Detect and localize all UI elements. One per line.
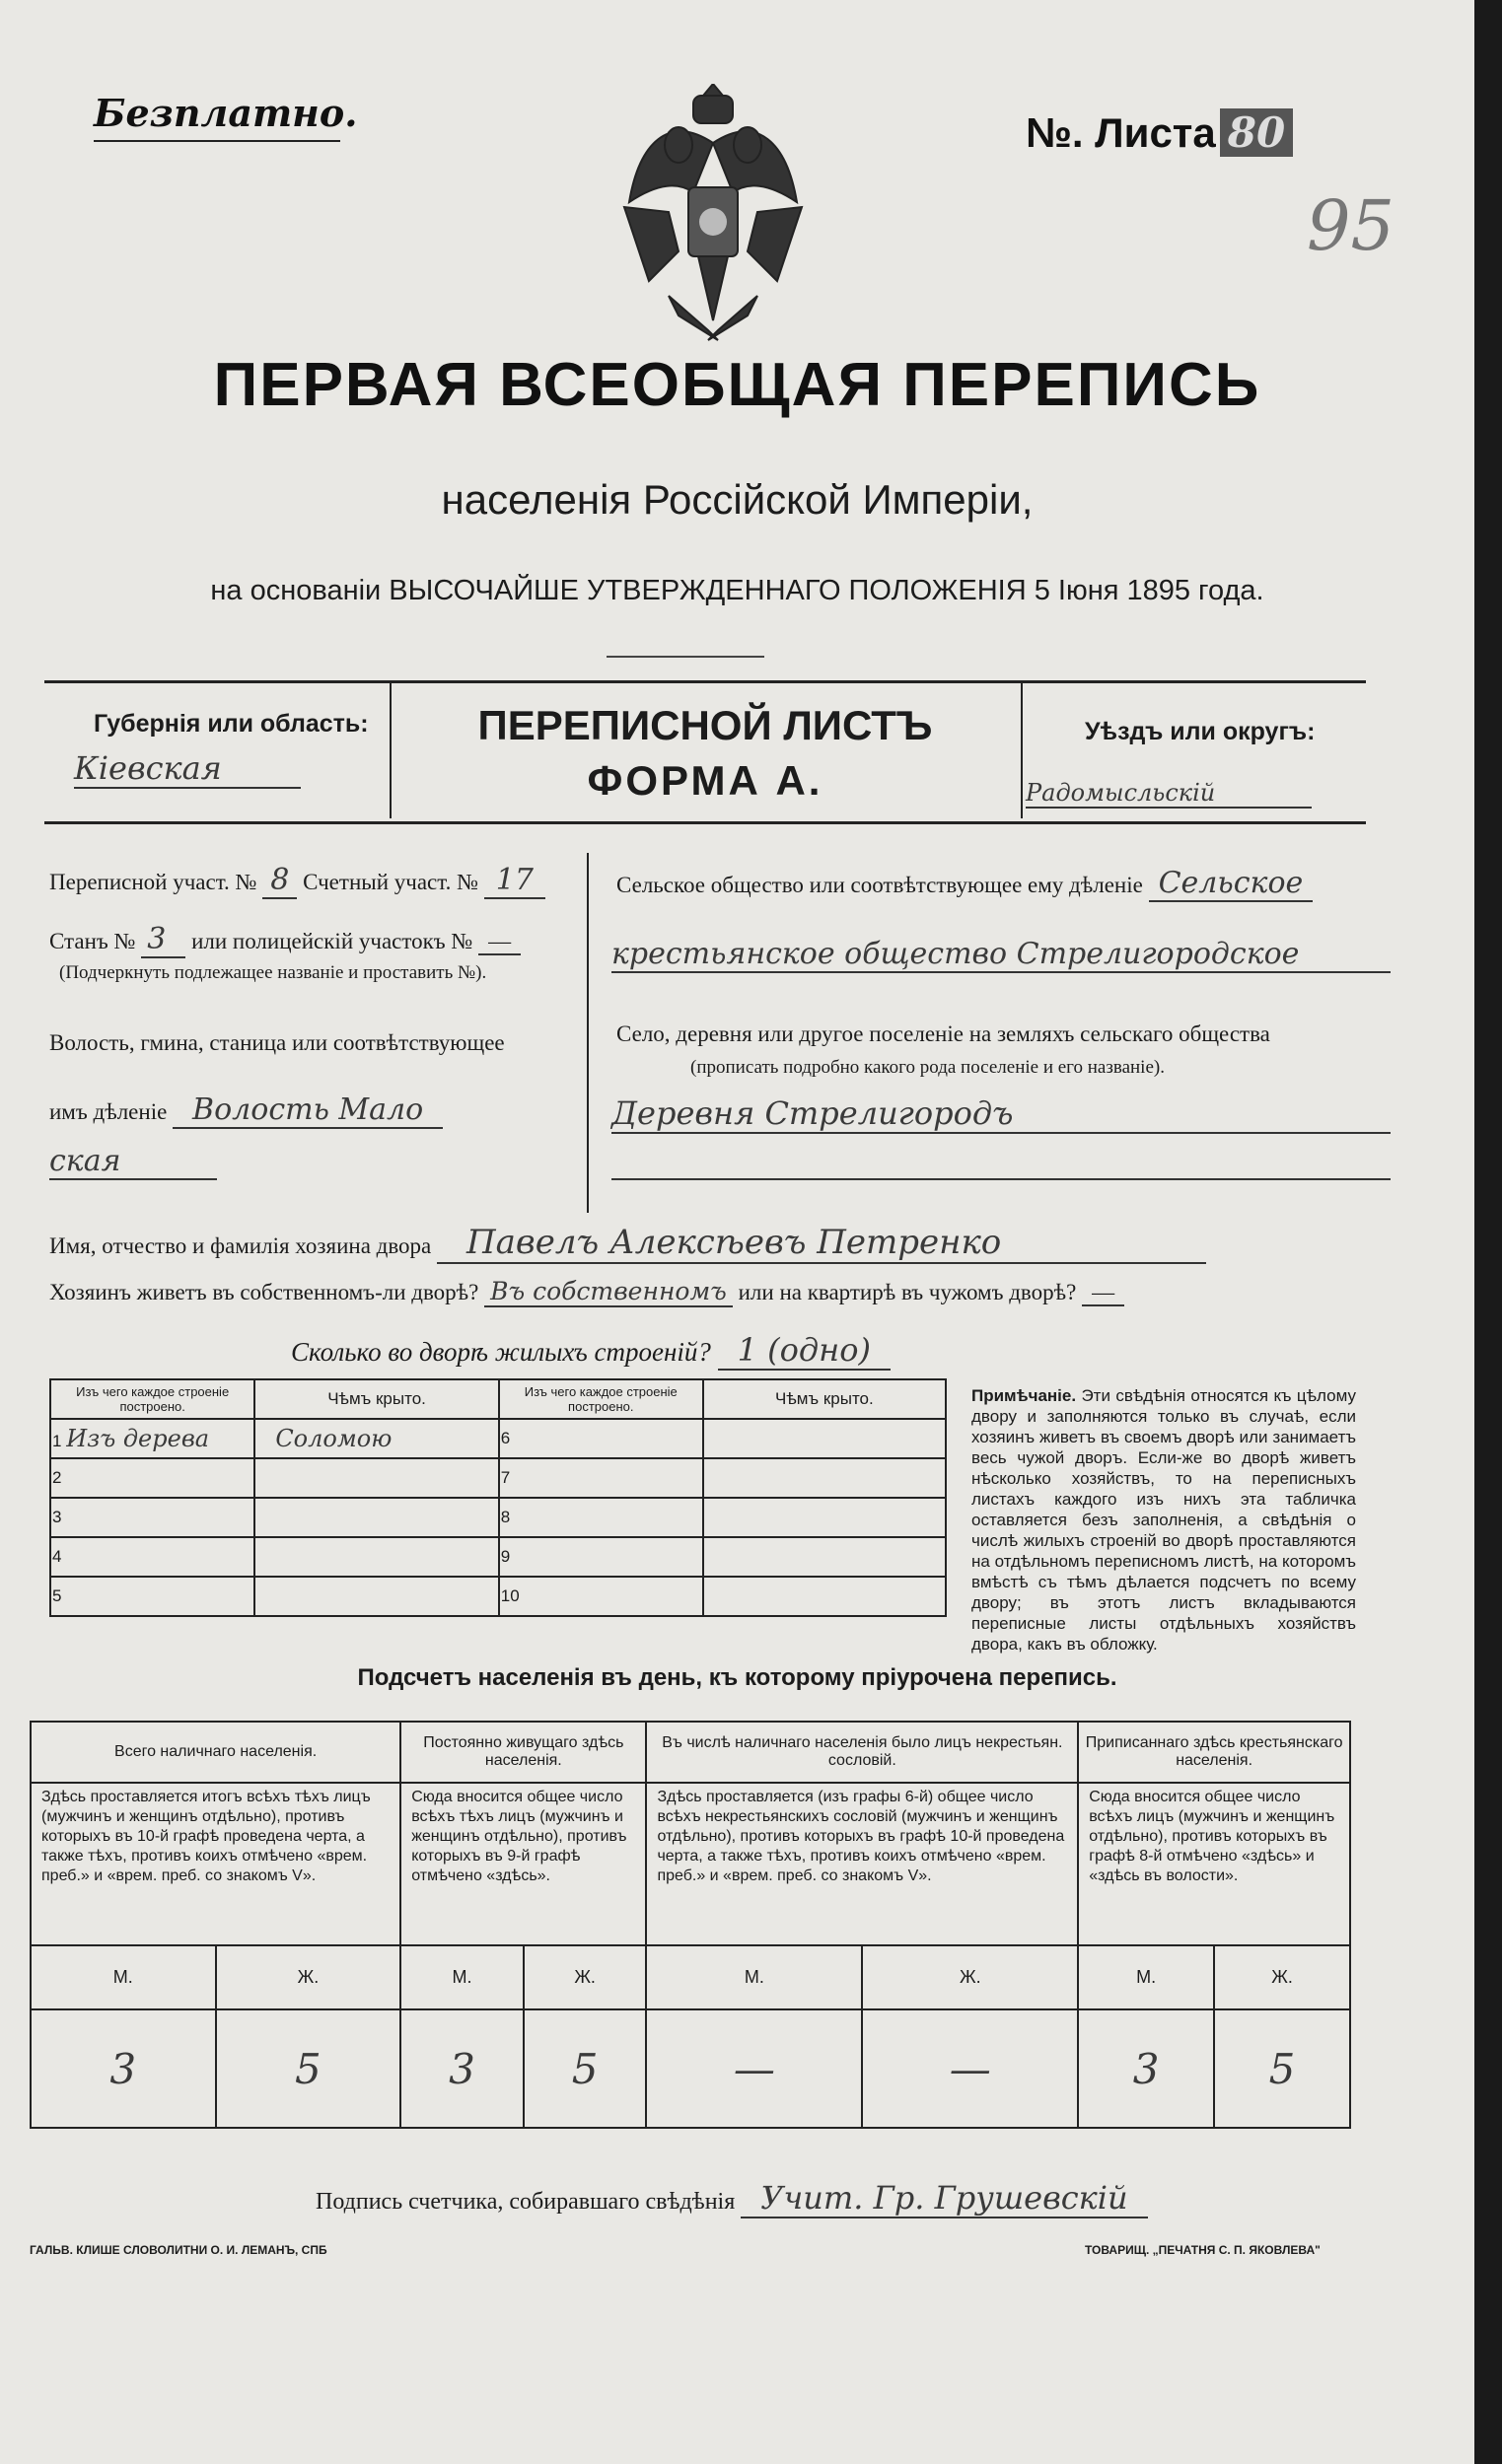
row-number: 9 bbox=[500, 1547, 511, 1566]
male-header: М. bbox=[31, 1945, 216, 2009]
roof-value bbox=[703, 1577, 946, 1616]
count-section-label: Счетный участ. № bbox=[303, 870, 479, 894]
district-label: Уѣздъ или округъ: bbox=[1085, 718, 1316, 745]
group-title: Постоянно живущаго здѣсь населенія. bbox=[400, 1722, 646, 1783]
owner-name-label: Имя, отчество и фамилія хозяина двора bbox=[49, 1233, 432, 1258]
village-note: (прописать подробно какого рода поселеніе и его названіе). bbox=[690, 1057, 1165, 1078]
col-roof-left: Чѣмъ крыто. bbox=[254, 1379, 498, 1419]
roof-value bbox=[703, 1458, 946, 1498]
sheet-title: ПЕРЕПИСНОЙ ЛИСТЪ bbox=[477, 702, 933, 748]
rent-value: — bbox=[1082, 1280, 1124, 1306]
village-line-2 bbox=[611, 1178, 1391, 1180]
roof-value bbox=[703, 1537, 946, 1577]
census-basis: на основаніи ВЫСОЧАЙШЕ УТВЕРЖДЕННАГО ПОЛОЖЕНІЯ 5 Іюня 1895 года. bbox=[210, 575, 1264, 606]
police-label: или полицейскій участокъ № bbox=[191, 929, 473, 953]
signature-row bbox=[316, 2179, 1148, 2217]
society-label: Сельское общество или соотвѣтствующее ему дѣленіе bbox=[616, 873, 1143, 897]
table-row bbox=[499, 1498, 703, 1537]
owner-name-value: Павелъ Алексѣевъ Петренко bbox=[437, 1223, 1206, 1264]
table-row bbox=[50, 1458, 254, 1498]
handwritten-sheet-number: 95 bbox=[1307, 185, 1395, 266]
society-row bbox=[616, 866, 1313, 900]
form-label: ФОРМА А. bbox=[587, 757, 823, 804]
stan-label: Станъ № bbox=[49, 929, 136, 953]
sheet-number-text: №. Листа bbox=[1026, 109, 1216, 156]
province-value: Кіевская bbox=[74, 749, 301, 789]
volost-value-1: Волость Мало bbox=[173, 1092, 443, 1129]
table-row bbox=[50, 1537, 254, 1577]
roof-value bbox=[254, 1577, 498, 1616]
buildings-value: 1 (одно) bbox=[718, 1331, 891, 1371]
row-number: 1 bbox=[52, 1432, 62, 1450]
sheet-number-value: 80 bbox=[1220, 108, 1293, 157]
group-title: Въ числѣ наличнаго населенія было лицъ некрестьян. сословій. bbox=[646, 1722, 1078, 1783]
village-value: Деревня Стрелигородъ bbox=[611, 1094, 1391, 1134]
col-built-right: Изъ чего каждое строеніе построено. bbox=[499, 1379, 703, 1419]
own-yard-row bbox=[49, 1277, 1124, 1305]
roof-value bbox=[254, 1498, 498, 1537]
male-count: 3 bbox=[1078, 2009, 1214, 2128]
stan-value: 3 bbox=[141, 922, 185, 958]
signature-label: Подпись счетчика, собиравшаго свѣдѣнія bbox=[316, 2189, 736, 2215]
census-subtitle: населенія Россійской Имперіи, bbox=[441, 476, 1034, 523]
form-divider-right bbox=[1021, 680, 1023, 818]
male-header: М. bbox=[400, 1945, 524, 2009]
stan-row bbox=[49, 922, 521, 956]
male-count: — bbox=[646, 2009, 862, 2128]
female-count: — bbox=[862, 2009, 1078, 2128]
volost-row bbox=[49, 1092, 443, 1127]
buildings-label: Сколько во дворѣ жилыхъ строеній? bbox=[291, 1337, 711, 1367]
group-title: Приписаннаго здѣсь крестьянскаго населенія. bbox=[1078, 1722, 1350, 1783]
roof-value bbox=[254, 1458, 498, 1498]
volost-label-1: Волость, гмина, станица или соотвѣтствующее bbox=[49, 1030, 505, 1055]
census-section-label: Переписной участ. № bbox=[49, 870, 257, 894]
owner-row bbox=[49, 1223, 1206, 1264]
province-label: Губернія или область: bbox=[94, 710, 369, 738]
male-count: 3 bbox=[31, 2009, 216, 2128]
printer-left: ГАЛЬВ. КЛИШЕ СЛОВОЛИТНИ О. И. ЛЕМАНЪ, СПБ bbox=[30, 2243, 327, 2257]
roof-value: Соломою bbox=[254, 1419, 498, 1458]
note-title: Примѣчаніе. bbox=[971, 1386, 1077, 1405]
buildings-row bbox=[291, 1331, 891, 1369]
signature-value: Учит. Гр. Грушевскій bbox=[741, 2179, 1147, 2218]
printer-right: ТОВАРИЩ. „ПЕЧАТНЯ С. П. ЯКОВЛЕВА" bbox=[1085, 2243, 1321, 2257]
census-section-value: 8 bbox=[262, 863, 297, 899]
row-number: 7 bbox=[500, 1468, 511, 1487]
female-header: Ж. bbox=[524, 1945, 647, 2009]
group-desc: Здѣсь проставляется (изъ графы 6-й) общее число всѣхъ некрестьянскихъ сословій (мужчинъ и женщинъ отдѣльно), противъ которыхъ въ графѣ 10-й проведена черта, а также тѣхъ, противъ коихъ отмѣчено «врем. преб.» и «врем. преб. со знакомъ V». bbox=[646, 1783, 1078, 1945]
census-section-row bbox=[49, 863, 545, 897]
row-number: 3 bbox=[52, 1508, 62, 1526]
built-value: Изъ дерева bbox=[66, 1425, 210, 1452]
roof-value bbox=[254, 1537, 498, 1577]
count-title: Подсчетъ населенія въ день, къ которому пріурочена перепись. bbox=[357, 1664, 1117, 1691]
table-row bbox=[499, 1458, 703, 1498]
row-number: 4 bbox=[52, 1547, 62, 1566]
table-row bbox=[499, 1537, 703, 1577]
row-number: 10 bbox=[500, 1586, 520, 1605]
note-text: Эти свѣдѣнія относятся къ цѣлому двору и заполняются только въ случаѣ, если хозяинъ живетъ въ своемъ дворѣ или занимаетъ весь чужой дворъ. Если-же во дворѣ живетъ нѣсколько хозяйствъ, то на переписныхъ листахъ каждого изъ нихъ эта табличка оставляется безъ заполненія, а свѣдѣнія о числѣ жилыхъ строеній во дворѣ проставляются на отдѣльномъ переписномъ листѣ, на которомъ вмѣстѣ съ тѣмъ дѣлается подсчетъ по всему двору; въ этотъ листъ вкладываются переписные листы отдѣльныхъ хозяйствъ двора, какъ въ обложку. bbox=[971, 1386, 1356, 1654]
underline-note: (Подчеркнуть подлежащее названіе и проставить №). bbox=[59, 962, 487, 983]
female-count: 5 bbox=[1214, 2009, 1350, 2128]
row-number: 2 bbox=[52, 1468, 62, 1487]
sheet-number-label bbox=[1026, 108, 1293, 157]
male-header: М. bbox=[1078, 1945, 1214, 2009]
col-built-left: Изъ чего каждое строеніе построено. bbox=[50, 1379, 254, 1419]
volost-label-2: имъ дѣленіе bbox=[49, 1099, 168, 1124]
group-desc: Сюда вносится общее число всѣхъ тѣхъ лицъ (мужчинъ и женщинъ отдѣльно), противъ которыхъ въ 9-й графѣ отмѣчено «здѣсь». bbox=[400, 1783, 646, 1945]
female-count: 5 bbox=[216, 2009, 401, 2128]
group-title: Всего наличнаго населенія. bbox=[31, 1722, 400, 1783]
police-value: — bbox=[478, 929, 521, 955]
group-desc: Сюда вносится общее число всѣхъ лицъ (мужчинъ и женщинъ отдѣльно), противъ которыхъ въ графѣ 8-й отмѣчено «здѣсь» и «здѣсь въ волости». bbox=[1078, 1783, 1350, 1945]
form-divider-left bbox=[390, 680, 392, 818]
free-label: Безплатно. bbox=[94, 91, 358, 135]
female-header: Ж. bbox=[862, 1945, 1078, 2009]
female-count: 5 bbox=[524, 2009, 647, 2128]
table-row bbox=[50, 1498, 254, 1537]
note-block bbox=[971, 1385, 1356, 1654]
roof-value bbox=[703, 1498, 946, 1537]
buildings-table bbox=[49, 1378, 947, 1617]
group-desc: Здѣсь проставляется итогъ всѣхъ тѣхъ лицъ (мужчинъ и женщинъ отдѣльно), противъ которыхъ въ 10-й графѣ проведена черта, а также тѣхъ, противъ коихъ отмѣчено «врем. преб.» и «врем. преб. со знакомъ V». bbox=[31, 1783, 400, 1945]
location-divider bbox=[587, 853, 589, 1213]
female-header: Ж. bbox=[216, 1945, 401, 2009]
table-row bbox=[499, 1577, 703, 1616]
district-value: Радомысльскій bbox=[1026, 779, 1312, 809]
female-header: Ж. bbox=[1214, 1945, 1350, 2009]
row-number: 6 bbox=[500, 1429, 511, 1447]
male-header: М. bbox=[646, 1945, 862, 2009]
row-number: 5 bbox=[52, 1586, 62, 1605]
own-yard-value: Въ собственномъ bbox=[484, 1277, 733, 1307]
ornament-divider bbox=[607, 656, 764, 658]
own-yard-label: Хозяинъ живетъ въ собственномъ-ли дворѣ? bbox=[49, 1280, 479, 1304]
table-row bbox=[499, 1419, 703, 1458]
col-roof-right: Чѣмъ крыто. bbox=[703, 1379, 946, 1419]
society-value-2: крестьянское общество Стрелигородское bbox=[611, 937, 1391, 973]
male-count: 3 bbox=[400, 2009, 524, 2128]
row-number: 8 bbox=[500, 1508, 511, 1526]
table-row bbox=[50, 1577, 254, 1616]
village-label: Село, деревня или другое поселеніе на земляхъ сельскаго общества bbox=[616, 1021, 1270, 1046]
imperial-eagle-emblem bbox=[609, 84, 817, 345]
population-table bbox=[30, 1721, 1351, 2129]
census-title: ПЕРВАЯ ВСЕОБЩАЯ ПЕРЕПИСЬ bbox=[213, 351, 1261, 419]
society-value-1: Сельское bbox=[1149, 866, 1314, 902]
free-underline bbox=[94, 140, 340, 142]
rent-label: или на квартирѣ въ чужомъ дворѣ? bbox=[738, 1280, 1077, 1304]
table-row bbox=[50, 1419, 254, 1458]
count-section-value: 17 bbox=[484, 863, 545, 899]
volost-value-2: ская bbox=[49, 1144, 217, 1180]
roof-value bbox=[703, 1419, 946, 1458]
